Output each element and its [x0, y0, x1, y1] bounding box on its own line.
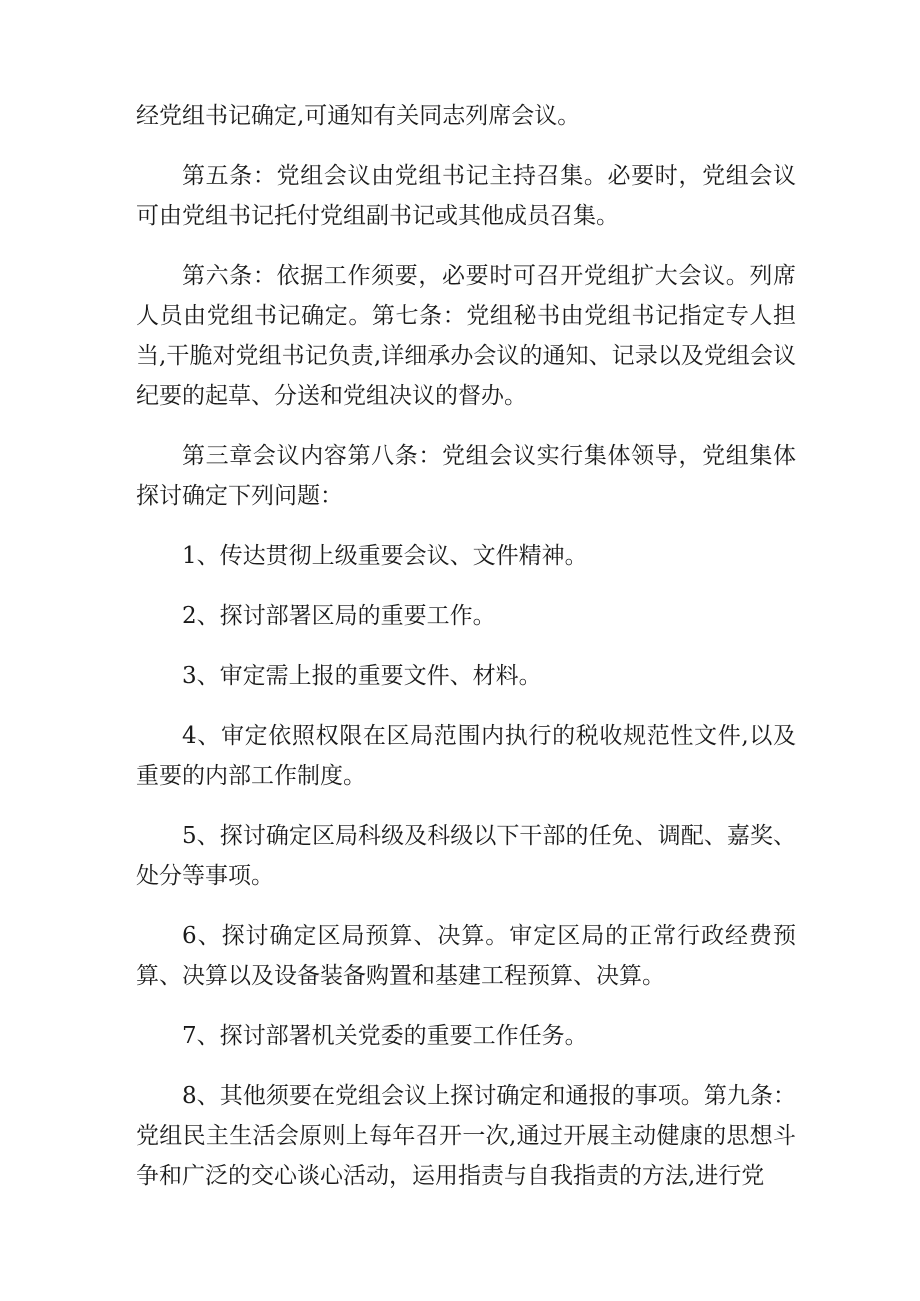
paragraph-chapter-3-article-8: 第三章会议内容第八条：党组会议实行集体领导，党组集体探讨确定下列问题： — [136, 443, 796, 509]
document-body — [136, 96, 796, 1216]
paragraph-article-6-7: 第六条：依据工作须要，必要时可召开党组扩大会议。列席人员由党组书记确定。第七条：党组秘书由党组书记指定专人担当,干脆对党组书记负责,详细承办会议的通知、记录以及党组会议纪要的起草、分送和党组决议的督办。 — [136, 263, 796, 409]
list-item-6: 6、探讨确定区局预算、决算。审定区局的正常行政经费预算、决算以及设备装备购置和基建工程预算、决算。 — [136, 923, 796, 989]
paragraph-continuation: 经党组书记确定,可通知有关同志列席会议。 — [136, 103, 581, 129]
paragraph-article-5: 第五条：党组会议由党组书记主持召集。必要时，党组会议可由党组书记托付党组副书记或其他成员召集。 — [136, 163, 796, 229]
list-item-5: 5、探讨确定区局科级及科级以下干部的任免、调配、嘉奖、处分等事项。 — [136, 823, 796, 889]
list-item-8-article-9: 8、其他须要在党组会议上探讨确定和通报的事项。第九条：党组民主生活会原则上每年召开一次,通过开展主动健康的思想斗争和广泛的交心谈心活动，运用指责与自我指责的方法,进行党 — [136, 1083, 796, 1189]
list-item-1: 1、传达贯彻上级重要会议、文件精神。 — [182, 543, 588, 569]
list-item-7: 7、探讨部署机关党委的重要工作任务。 — [182, 1023, 588, 1049]
list-item-4: 4、审定依照权限在区局范围内执行的税收规范性文件,以及重要的内部工作制度。 — [136, 723, 796, 789]
list-item-3: 3、审定需上报的重要文件、材料。 — [182, 663, 542, 689]
list-item-2: 2、探讨部署区局的重要工作。 — [182, 603, 496, 629]
